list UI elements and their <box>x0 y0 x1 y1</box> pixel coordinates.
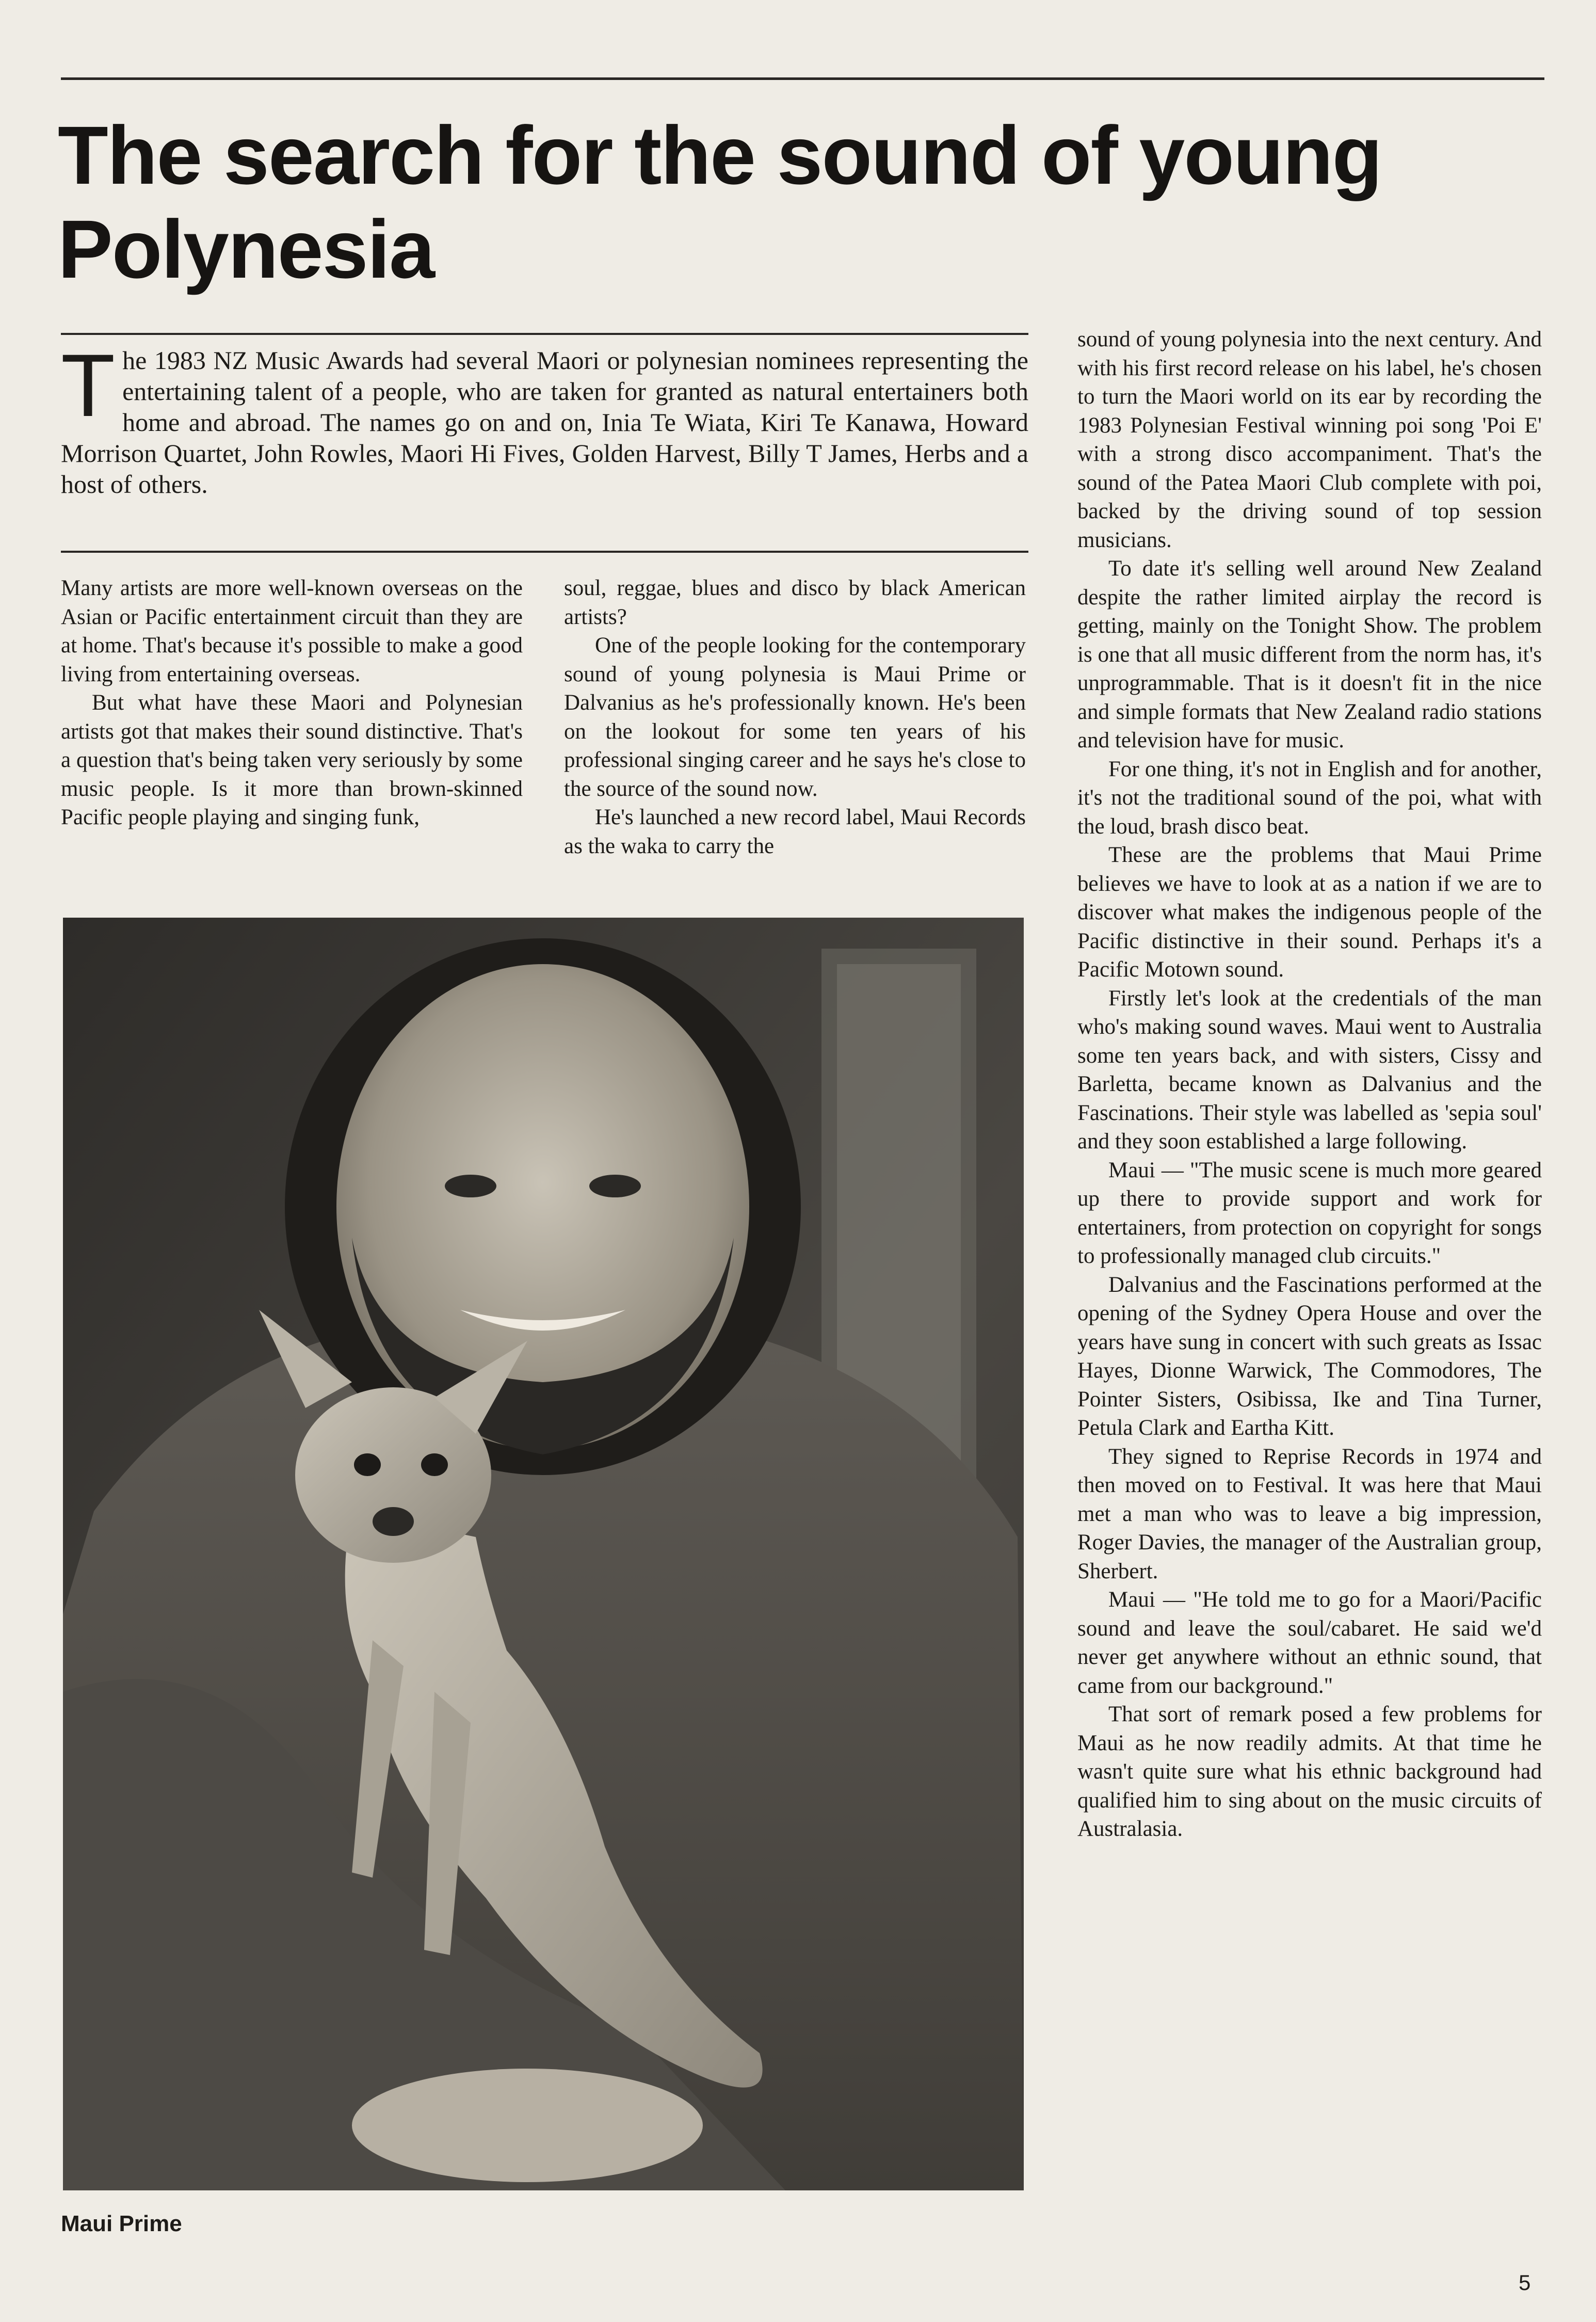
intro-bottom-rule <box>61 551 1028 553</box>
drop-cap: T <box>61 336 116 435</box>
page-number: 5 <box>1519 2270 1531 2295</box>
photo-caption: Maui Prime <box>61 2211 182 2236</box>
col3-paragraph: Maui — "The music scene is much more geared up there to provide support and work for entertainers, from protection on copyright for songs to professionally managed club circuits." <box>1077 1158 1542 1268</box>
col3-paragraph: To date it's selling well around New Zealand despite the rather limited airplay the record is getting, mainly on the Tonight Show. The problem is one that all music different from the norm has, it's unprogrammable. That is it doesn't fit in the nice and simple formats that New Zealand radio stations and television have for music. <box>1077 556 1542 752</box>
col3-paragraph: sound of young polynesia into the next century. And with his first record release on his label, he's chosen to turn the Maori world on its ear by recording the 1983 Polynesian Festival winning poi song 'Poi E' with a strong disco accompaniment. That's the sound of the Patea Maori Club complete with poi, backed by the driving sound of top session musicians. <box>1077 327 1542 552</box>
col1-paragraph: But what have these Maori and Polynesian artists got that makes their sound distinctive. That's a question that's being taken very seriously by some music people. Is it more than brown-skinned Pacific people playing and singing funk, <box>61 691 523 829</box>
col3-paragraph: For one thing, it's not in English and for another, it's not the traditional sound of the poi, what with the loud, brash disco beat. <box>1077 757 1542 839</box>
col2-paragraph: One of the people looking for the contemporary sound of young polynesia is Maui Prime or Dalvanius as he's professionally known. He's been on the lookout for some ten years of his professional singing career and he says he's close to the source of the sound now. <box>564 633 1026 801</box>
col3-paragraph: Dalvanius and the Fascinations performed at the opening of the Sydney Opera House and over the years have sung in concert with such greats as Issac Hayes, Dionne Warwick, The Commodores, The Pointer Sisters, Osibissa, Ike and Tina Turner, Petula Clark and Eartha Kitt. <box>1077 1272 1542 1440</box>
col3-paragraph: They signed to Reprise Records in 1974 and then moved on to Festival. It was here that Maui met a man who was to leave a big impression, Roger Davies, the manager of the Australian group, Sherbert. <box>1077 1444 1542 1583</box>
col3-paragraph: Firstly let's look at the credentials of the man who's making sound waves. Maui went to Australia some ten years back, and with sisters, Cissy and Barletta, became known as Dalvanius and the Fascinations. Their style was labelled as 'sepia soul' and they soon established a large following. <box>1077 986 1542 1154</box>
portrait-photo <box>63 918 1024 2190</box>
headline: The search for the sound of young Polynesia <box>58 109 1382 295</box>
column-3 <box>1077 325 1542 1844</box>
col2-paragraph: He's launched a new record label, Maui Records as the waka to carry the <box>564 805 1026 858</box>
col3-paragraph: Maui — "He told me to go for a Maori/Pacific sound and leave the soul/cabaret. He said we'd never get anywhere without an ethnic sound, that came from our background." <box>1077 1588 1542 1698</box>
column-2 <box>564 574 1026 860</box>
intro-text: he 1983 NZ Music Awards had several Maori or polynesian nominees representing the entertaining talent of a people, who are taken for granted as natural entertainers both home and abroad. The names go on and on, Inia Te Wiata, Kiri Te Kanawa, Howard Morrison Quartet, John Rowles, Maori Hi Fives, Golden Harvest, Billy T James, Herbs and a host of others. <box>61 346 1028 499</box>
col3-paragraph: That sort of remark posed a few problems for Maui as he now readily admits. At that time he wasn't quite sure what his ethnic background had qualified him to sing about on the music circuits of Australasia. <box>1077 1702 1542 1841</box>
col1-paragraph: Many artists are more well-known overseas on the Asian or Pacific entertainment circuit than they are at home. That's because it's possible to make a good living from entertaining overseas. <box>61 576 523 686</box>
photo-illustration <box>63 918 1024 2190</box>
col2-paragraph: soul, reggae, blues and disco by black American artists? <box>564 576 1026 629</box>
intro-paragraph <box>61 336 1028 500</box>
column-1 <box>61 574 523 832</box>
top-rule <box>61 77 1544 80</box>
col3-paragraph: These are the problems that Maui Prime believes we have to look at as a nation if we are to discover what makes the indigenous people of the Pacific distinctive in their sound. Perhaps it's a Pacific Motown sound. <box>1077 843 1542 982</box>
intro-top-rule <box>61 333 1028 335</box>
